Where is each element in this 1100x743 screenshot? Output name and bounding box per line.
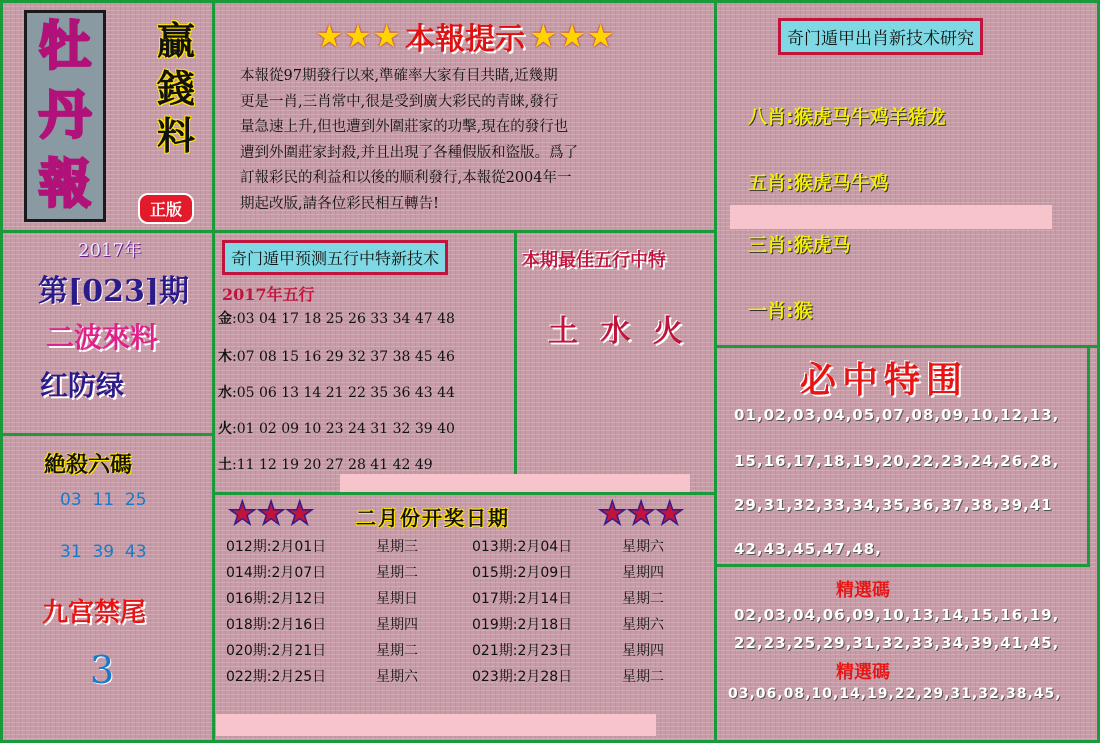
- special-row: 01,02,03,04,05,07,08,09,10,12,13,: [734, 406, 1060, 424]
- notice-line: 本報從97期發行以來,準確率大家有目共睹,近幾期: [240, 68, 558, 84]
- special-row: 15,16,17,18,19,20,22,23,24,26,28,: [734, 452, 1060, 470]
- zodiac-name: 八肖: [748, 106, 787, 128]
- date-row: 023期:2月28日 星期二: [472, 669, 664, 685]
- pink-band: [216, 714, 656, 736]
- kill-row: 31 39 43: [60, 542, 147, 562]
- wuxing-row: 金:03 04 17 18 25 26 33 34 47 48: [218, 311, 455, 327]
- logo-char: 丹: [38, 84, 91, 146]
- zodiac-value: 猴虎马牛鸡: [793, 172, 889, 194]
- zodiac-value: 猴: [793, 300, 813, 322]
- issue-number: 第[023]期: [38, 274, 190, 309]
- star-icon: ★★★: [529, 17, 616, 55]
- zodiac-row: 八肖:猴虎马牛鸡羊猪龙: [748, 106, 946, 128]
- pink-band: [340, 474, 690, 492]
- wuxing-label: 奇门遁甲预测五行中特新技术: [222, 240, 448, 275]
- notice-line: 遭到外圍莊家封殺,并且出現了各種假版和盜版。爲了: [240, 144, 579, 161]
- date-row: 017期:2月14日 星期二: [472, 591, 664, 607]
- special-row: 29,31,32,33,34,35,36,37,38,39,41: [734, 496, 1053, 514]
- star-icon: ★★★: [228, 494, 315, 532]
- date-row: 014期:2月07日 星期二: [226, 565, 418, 581]
- logo: [24, 10, 106, 222]
- star-icon: ★★★: [598, 494, 685, 532]
- wuxing-year-title: 2017年五行: [222, 285, 315, 304]
- notice-title: [300, 14, 630, 58]
- notice-line: 訂報彩民的利益和以後的顺利發行,本報從2004年一: [240, 170, 572, 186]
- pink-band: [730, 205, 1052, 229]
- logo-char: 牡: [38, 16, 91, 78]
- zodiac-name: 三肖: [748, 234, 787, 256]
- best-wuxing-title: 本期最佳五行中特: [522, 250, 666, 271]
- notice-line: 更是一肖,三肖常中,很是受到廣大彩民的青睐,發行: [240, 93, 559, 110]
- zodiac-value: 猴虎马牛鸡羊猪龙: [793, 106, 946, 128]
- notice-line: 期起改版,請各位彩民相互轉告!: [240, 195, 439, 212]
- zodiac-row: 五肖:猴虎马牛鸡: [748, 172, 889, 194]
- zodiac-name: 五肖: [748, 172, 787, 194]
- dates-right-col: [472, 536, 664, 686]
- slogan-char: 料: [156, 114, 195, 158]
- wuxing-row: 水:05 06 13 14 21 22 35 36 43 44: [218, 385, 455, 401]
- star-icon: ★★★: [314, 17, 401, 55]
- special-title: 必中特围: [800, 360, 969, 401]
- zodiac-label: 奇门遁甲出肖新技术研究: [778, 18, 983, 55]
- date-row: 013期:2月04日 星期六: [472, 539, 664, 555]
- slogan-char: 錢: [156, 66, 195, 111]
- selected-title: 精選碼: [836, 662, 890, 683]
- dates-left-col: [226, 536, 418, 686]
- notice-line: 量急速上升,但也遭到外圍莊家的功擊,現在的發行也: [240, 119, 569, 135]
- tail-value: 3: [90, 648, 115, 692]
- zodiac-row: 一肖:猴: [748, 300, 813, 322]
- wuxing-row: 木:07 08 15 16 29 32 37 38 45 46: [218, 349, 455, 365]
- selected-title: 精選碼: [836, 580, 890, 601]
- slogan-char: 贏: [156, 19, 195, 63]
- wuxing-row: 火:01 02 09 10 23 24 31 32 39 40: [218, 421, 455, 437]
- date-row: 016期:2月12日 星期日: [226, 591, 418, 607]
- selected-row: 03,06,08,10,14,19,22,29,31,32,38,45,: [728, 686, 1062, 702]
- logo-char: 報: [38, 153, 91, 215]
- tail-title: 九宫禁尾: [42, 598, 147, 628]
- notice-body: [240, 64, 680, 217]
- kill-row: 03 11 25: [60, 490, 147, 510]
- date-row: 020期:2月21日 星期二: [226, 643, 418, 659]
- genuine-badge: 正版: [138, 193, 194, 224]
- year-label: 2017年: [78, 240, 142, 261]
- slogan: [146, 18, 206, 161]
- dates-title: 二月份开奖日期: [356, 506, 510, 530]
- wuxing-row: 土:11 12 19 20 27 28 41 42 49: [218, 457, 433, 473]
- kill-title: 絶殺六碼: [44, 453, 133, 478]
- zodiac-value: 猴虎马: [793, 234, 851, 256]
- wave-title: 二波來料: [46, 321, 159, 354]
- special-row: 42,43,45,47,48,: [734, 540, 882, 558]
- date-row: 015期:2月09日 星期四: [472, 565, 664, 581]
- wave-value: 红防绿: [40, 369, 125, 402]
- zodiac-name: 一肖: [748, 300, 787, 322]
- date-row: 021期:2月23日 星期四: [472, 643, 664, 659]
- best-wuxing-value: 土 水 火: [548, 314, 689, 349]
- zodiac-row: 三肖:猴虎马: [748, 234, 851, 256]
- notice-heading: 本報提示: [405, 22, 525, 57]
- selected-row: 22,23,25,29,31,32,33,34,39,41,45,: [734, 634, 1060, 652]
- selected-row: 02,03,04,06,09,10,13,14,15,16,19,: [734, 606, 1060, 624]
- date-row: 012期:2月01日 星期三: [226, 539, 418, 555]
- date-row: 018期:2月16日 星期四: [226, 617, 418, 633]
- date-row: 022期:2月25日 星期六: [226, 669, 418, 685]
- date-row: 019期:2月18日 星期六: [472, 617, 664, 633]
